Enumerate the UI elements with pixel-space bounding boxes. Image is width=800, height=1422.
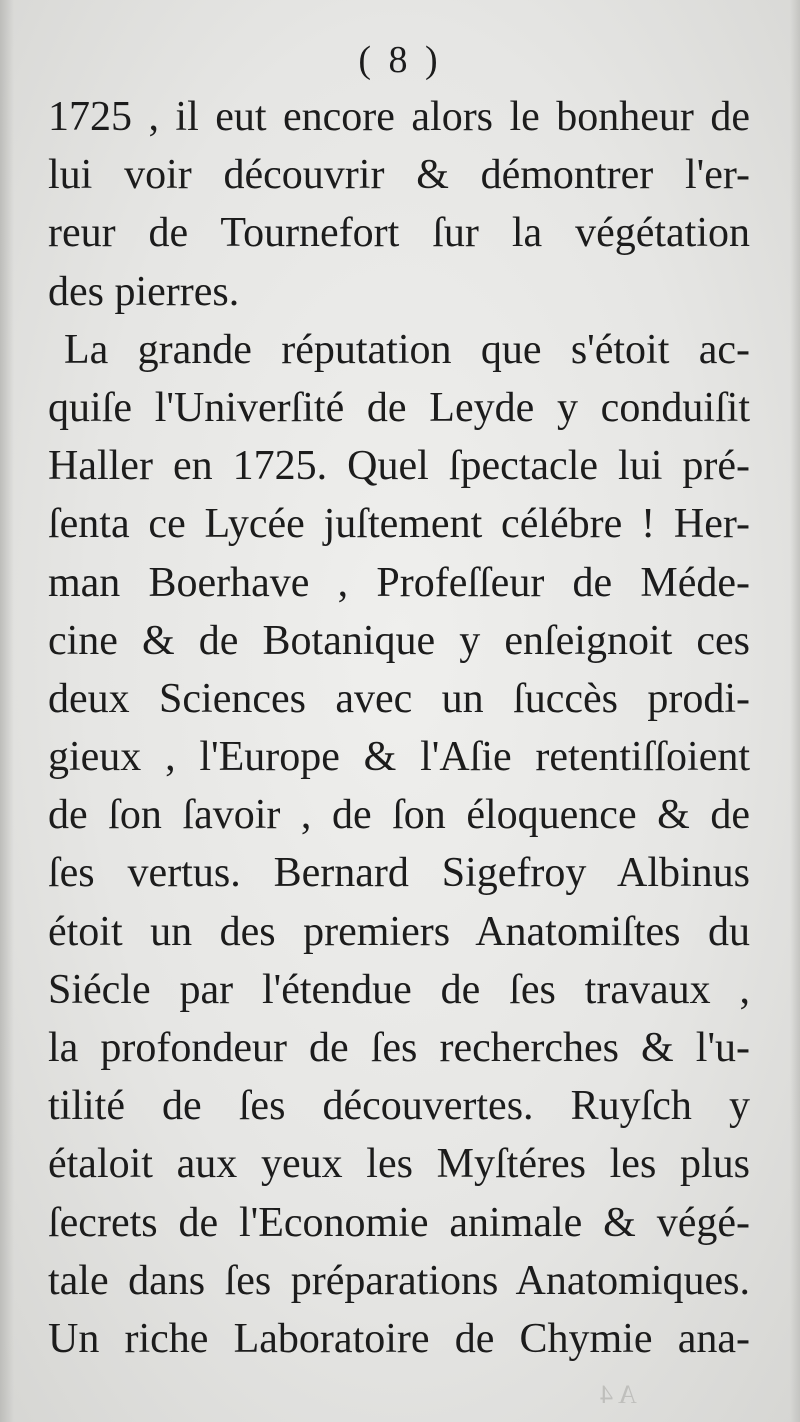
page-edge-left bbox=[0, 0, 14, 1422]
text-line: étaloit aux yeux les Myſtéres les plus bbox=[48, 1141, 750, 1188]
text-line: ſecrets de l'Economie animale & végé- bbox=[48, 1199, 750, 1246]
text-line: quiſe l'Univerſité de Leyde y conduiſit bbox=[48, 384, 750, 431]
text-line: étoit un des premiers Anatomiſtes du bbox=[48, 908, 750, 955]
text-line: lui voir découvrir & démontrer l'er- bbox=[48, 152, 750, 199]
text-line: la profondeur de ſes recherches & l'u- bbox=[48, 1025, 750, 1071]
text-line: Un riche Laboratoire de Chymie ana- bbox=[48, 1315, 750, 1362]
text-line: Siécle par l'étendue de ſes travaux , bbox=[48, 966, 750, 1013]
body-text bbox=[48, 88, 750, 1368]
text-line: cine & de Botanique y enſeignoit ces bbox=[48, 617, 750, 664]
page-number-header: ( 8 ) bbox=[358, 39, 442, 81]
text-line: reur de Tournefort ſur la végétation bbox=[48, 210, 750, 257]
text-line: gieux , l'Europe & l'Aſie retentiſſoient bbox=[48, 734, 750, 781]
text-line: man Boerhave , Profeſſeur de Méde- bbox=[48, 559, 750, 606]
text-line: 1725 , il eut encore alors le bonheur de bbox=[48, 94, 750, 140]
text-line: La grande réputation que s'étoit ac- bbox=[64, 326, 750, 373]
text-line: tilité de ſes découvertes. Ruyſch y bbox=[48, 1083, 750, 1130]
bleed-through-signature-mark: A 4 bbox=[600, 1380, 637, 1409]
text-line: ſes vertus. Bernard Sigefroy Albinus bbox=[48, 850, 750, 897]
text-line: Haller en 1725. Quel ſpectacle lui pré- bbox=[48, 443, 750, 490]
text-line: ſenta ce Lycée juſtement célébre ! Her- bbox=[48, 501, 750, 548]
text-line: des pierres. bbox=[48, 268, 240, 315]
text-line: deux Sciences avec un ſuccès prodi- bbox=[48, 675, 750, 722]
page-edge-right bbox=[790, 0, 800, 1422]
text-line: tale dans ſes préparations Anatomiques. bbox=[48, 1257, 750, 1304]
text-line: de ſon ſavoir , de ſon éloquence & de bbox=[48, 792, 750, 839]
